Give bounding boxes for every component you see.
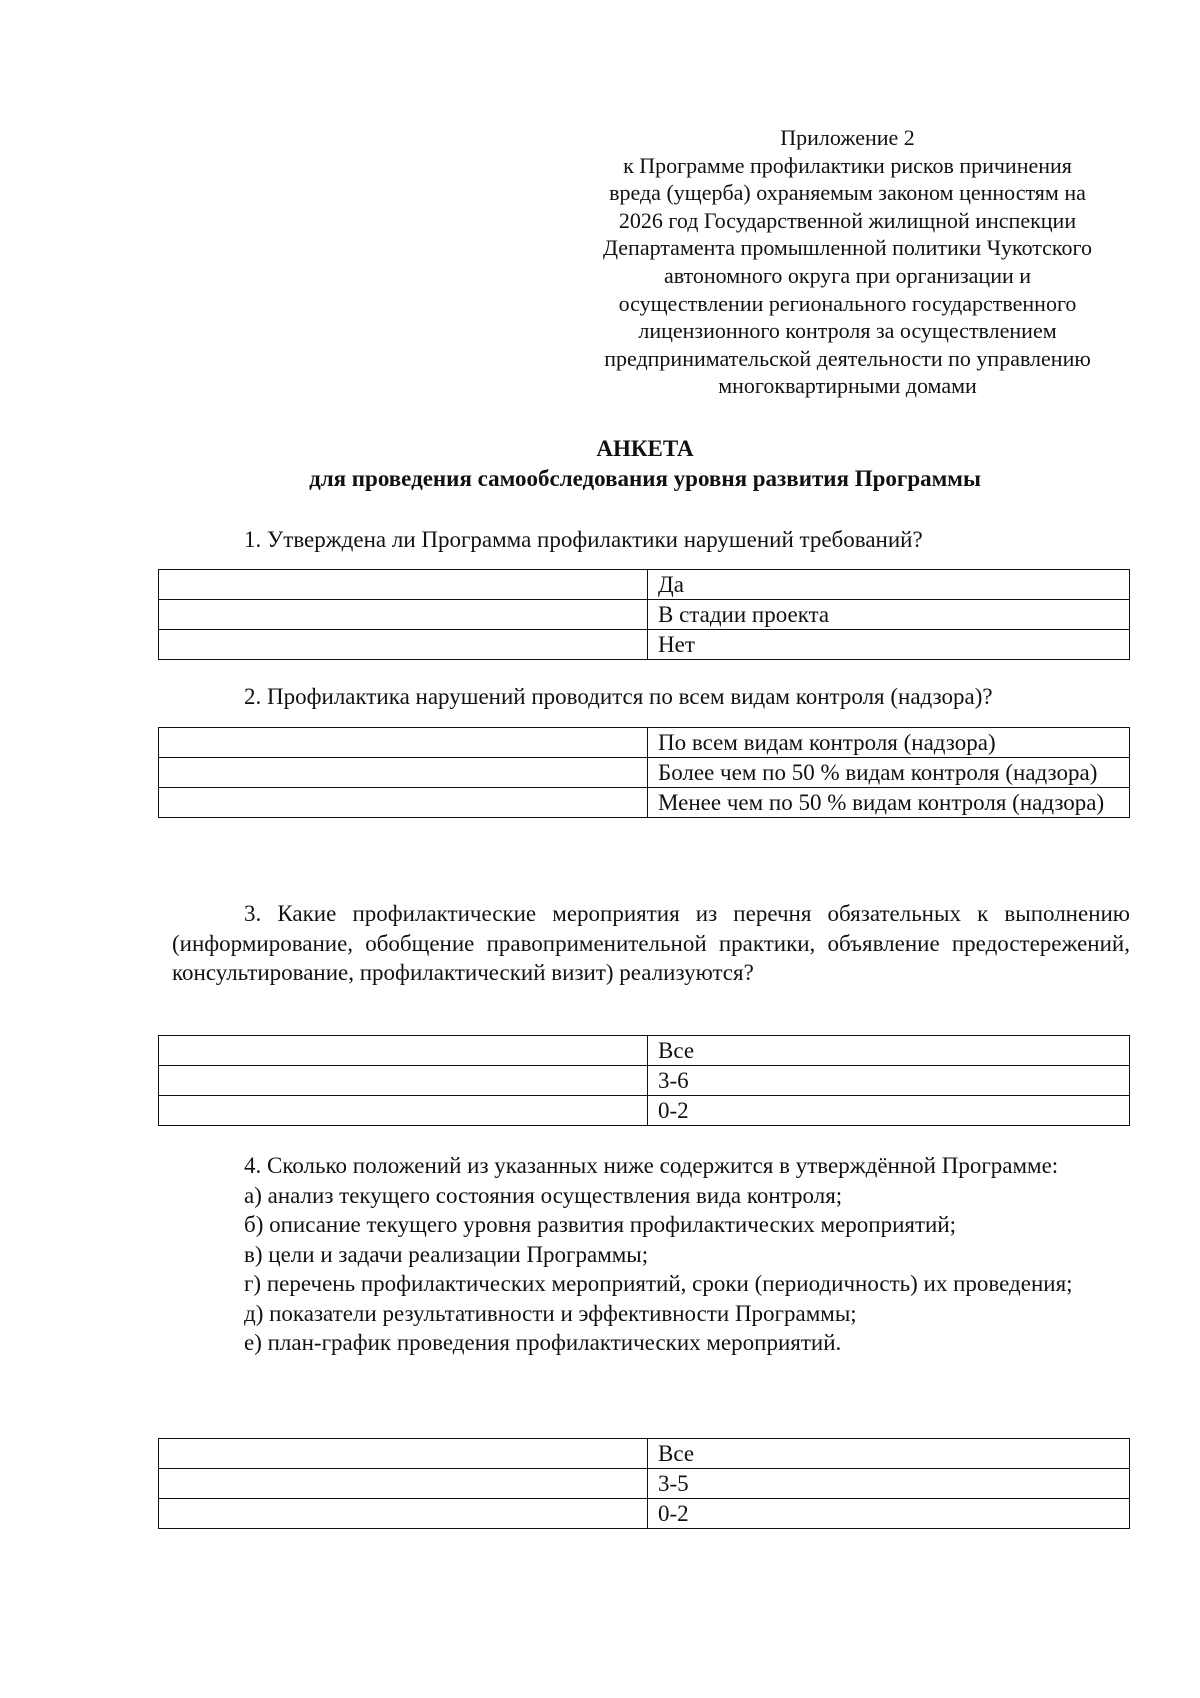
answer-row[interactable] bbox=[159, 600, 1130, 630]
answer-row[interactable] bbox=[159, 728, 1130, 758]
answer-option: Да bbox=[648, 570, 1130, 600]
answer-table-2 bbox=[158, 727, 1130, 818]
question-1 bbox=[172, 525, 1130, 555]
title-subheading: для проведения самообследования уровня развития Программы bbox=[309, 466, 981, 491]
question-4 bbox=[172, 1151, 1130, 1358]
answer-mark-cell[interactable] bbox=[159, 600, 648, 630]
answer-row[interactable] bbox=[159, 1036, 1130, 1066]
answer-option: 3-5 bbox=[648, 1469, 1130, 1499]
answer-option: 0-2 bbox=[648, 1499, 1130, 1529]
answer-option: Все bbox=[648, 1439, 1130, 1469]
answer-mark-cell[interactable] bbox=[159, 1066, 648, 1096]
appendix-header bbox=[575, 124, 1120, 400]
question-3 bbox=[172, 899, 1130, 988]
document-title bbox=[160, 434, 1130, 494]
answer-row[interactable] bbox=[159, 630, 1130, 660]
appendix-line: лицензионного контроля за осуществлением bbox=[638, 318, 1057, 344]
answer-option: 0-2 bbox=[648, 1096, 1130, 1126]
provision-item: е) план-график проведения профилактических мероприятий. bbox=[244, 1330, 842, 1355]
appendix-line: автономного округа при организации и bbox=[663, 262, 1032, 288]
answer-mark-cell[interactable] bbox=[159, 630, 648, 660]
answer-mark-cell[interactable] bbox=[159, 1096, 648, 1126]
appendix-line: осуществлении регионального государственного bbox=[618, 290, 1077, 316]
answer-table-1 bbox=[158, 569, 1130, 660]
answer-row[interactable] bbox=[159, 570, 1130, 600]
appendix-line: Приложение 2 bbox=[780, 125, 915, 150]
question-text: 2. Профилактика нарушений проводится по всем видам контроля (надзора)? bbox=[244, 684, 993, 709]
appendix-line: к Программе профилактики рисков причинения bbox=[623, 152, 1072, 178]
answer-row[interactable] bbox=[159, 1499, 1130, 1529]
title-heading: АНКЕТА bbox=[596, 436, 694, 461]
appendix-line: вреда (ущерба) охраняемым законом ценностям на bbox=[609, 180, 1086, 206]
provision-item: г) перечень профилактических мероприятий, сроки (периодичность) их проведения; bbox=[244, 1271, 1073, 1296]
answer-row[interactable] bbox=[159, 1439, 1130, 1469]
answer-mark-cell[interactable] bbox=[159, 1036, 648, 1066]
answer-option: Менее чем по 50 % видам контроля (надзора) bbox=[648, 788, 1130, 818]
answer-table-4 bbox=[158, 1438, 1130, 1529]
answer-mark-cell[interactable] bbox=[159, 570, 648, 600]
question-2 bbox=[172, 682, 1130, 712]
answer-mark-cell[interactable] bbox=[159, 1439, 648, 1469]
answer-option: По всем видам контроля (надзора) bbox=[648, 728, 1130, 758]
answer-mark-cell[interactable] bbox=[159, 758, 648, 788]
provision-item: д) показатели результативности и эффективности Программы; bbox=[244, 1300, 857, 1326]
appendix-line: Департамента промышленной политики Чукотского bbox=[603, 235, 1092, 261]
answer-mark-cell[interactable] bbox=[159, 728, 648, 758]
answer-option: Нет bbox=[648, 630, 1130, 660]
answer-option: 3-6 bbox=[648, 1066, 1130, 1096]
answer-option: В стадии проекта bbox=[648, 600, 1130, 630]
answer-mark-cell[interactable] bbox=[159, 1469, 648, 1499]
answer-mark-cell[interactable] bbox=[159, 788, 648, 818]
answer-row[interactable] bbox=[159, 788, 1130, 818]
answer-option: Более чем по 50 % видам контроля (надзора) bbox=[648, 758, 1130, 788]
answer-mark-cell[interactable] bbox=[159, 1499, 648, 1529]
answer-table-3 bbox=[158, 1035, 1130, 1126]
answer-row[interactable] bbox=[159, 758, 1130, 788]
provision-item: б) описание текущего уровня развития профилактических мероприятий; bbox=[244, 1212, 957, 1237]
provision-item: в) цели и задачи реализации Программы; bbox=[244, 1241, 649, 1267]
question-text: 1. Утверждена ли Программа профилактики нарушений требований? bbox=[244, 527, 923, 552]
appendix-line: многоквартирными домами bbox=[718, 373, 977, 399]
appendix-line: 2026 год Государственной жилищной инспекции bbox=[618, 207, 1077, 233]
question-text: 4. Сколько положений из указанных ниже содержится в утверждённой Программе: bbox=[244, 1153, 1059, 1178]
appendix-line: предпринимательской деятельности по управлению bbox=[604, 345, 1091, 371]
answer-row[interactable] bbox=[159, 1096, 1130, 1126]
answer-row[interactable] bbox=[159, 1469, 1130, 1499]
answer-row[interactable] bbox=[159, 1066, 1130, 1096]
provision-item: а) анализ текущего состояния осуществления вида контроля; bbox=[244, 1182, 843, 1208]
answer-option: Все bbox=[648, 1036, 1130, 1066]
question-text: 3. Какие профилактические мероприятия из перечня обязательных к выполнению (информирование, обобщение правоприменительной практики, объявление предостережений, консультирование, профилактический визит) реализуются? bbox=[172, 901, 1130, 985]
